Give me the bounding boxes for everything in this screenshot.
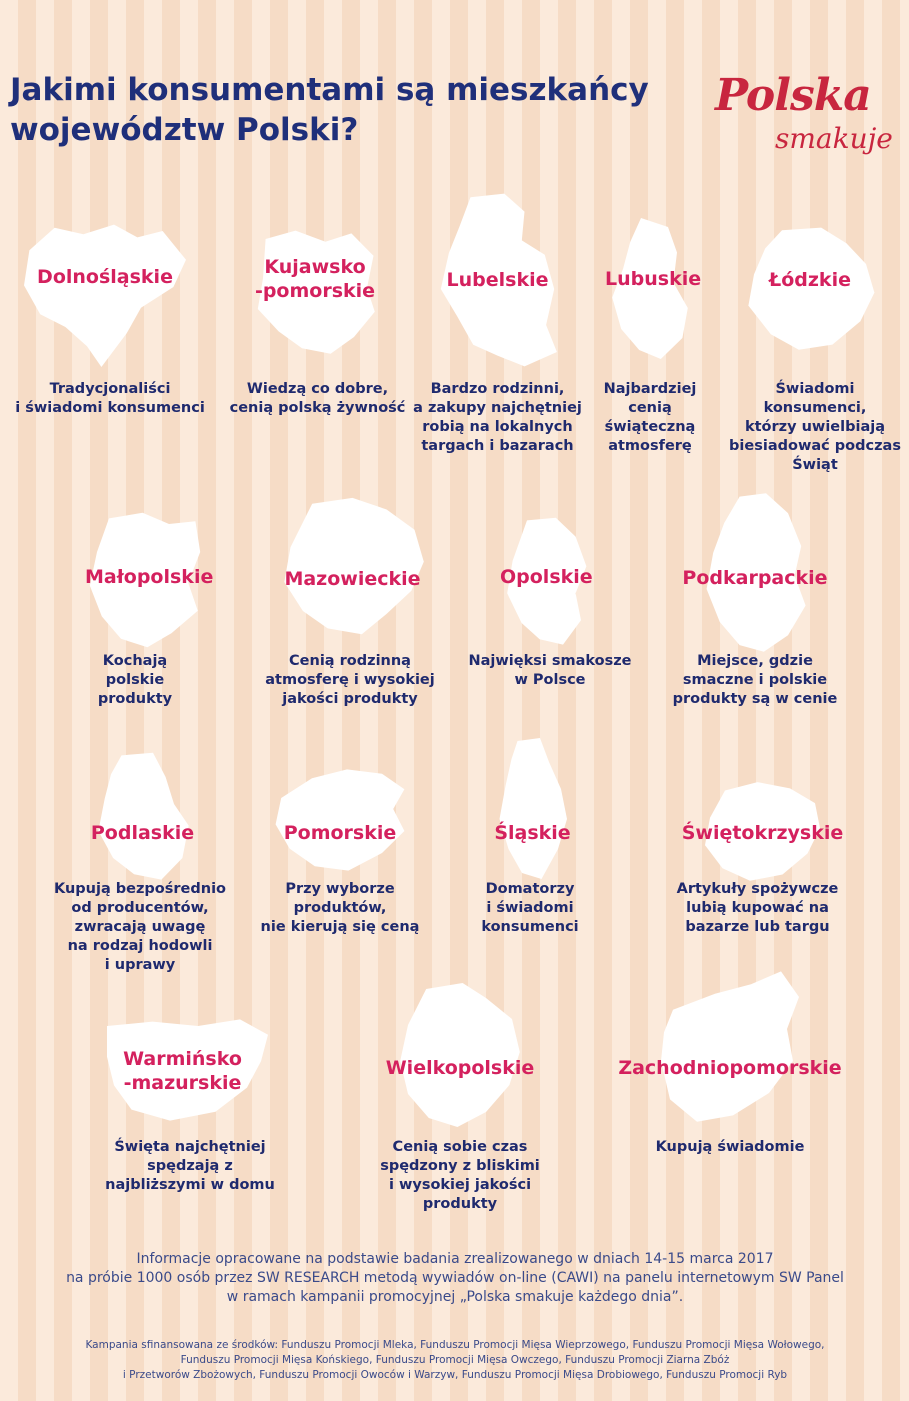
region-name: Śląskie (494, 822, 571, 844)
survey-info-text: Informacje opracowane na podstawie badania zrealizowanego w dniach 14-15 marca 2017 na próbie 1000 osób przez SW RESEARCH metodą wywiadów on-line (CAWI) na panelu internetowym SW Panel w ramach kampanii promocyjnej „Polska smakuje każdego dnia”. (66, 1251, 844, 1305)
region-description: Kupują bezpośrednio od producentów, zwracają uwagę na rodzaj hodowli i uprawy (53, 881, 227, 973)
region-slaskie (495, 735, 570, 885)
region-description: Przy wyborze produktów, nie kierują się ceną (260, 881, 420, 935)
region-podkarpackie (682, 490, 828, 655)
region-description: Domatorzy i świadomi konsumenci (481, 881, 579, 935)
region-zachodniopomorskie (618, 965, 842, 1125)
region-dolnoslaskie (15, 215, 195, 375)
region-wielkopolskie (385, 980, 535, 1130)
logo-sub-text: smakuje (775, 122, 893, 155)
region-description: Tradycjonaliści i świadomi konsumenci (15, 381, 205, 416)
region-description: Najbardziej cenią świąteczną atmosferę (603, 381, 697, 454)
region-name: Warmińsko -mazurskie (123, 1048, 242, 1094)
region-lubelskie (430, 190, 565, 370)
region-name: Lubelskie (446, 269, 549, 291)
title-line-1: Jakimi konsumentami są mieszkańcy (10, 72, 649, 108)
region-opolskie (500, 515, 593, 650)
region-description: Wiedzą co dobre, cenią polską żywność (229, 381, 406, 416)
region-name: Zachodniopomorskie (618, 1057, 842, 1079)
region-description: Bardzo rodzinni, a zakupy najchętniej robią na lokalnych targach i bazarach (413, 381, 582, 454)
region-pomorskie (270, 765, 410, 875)
region-description: Miejsce, gdzie smaczne i polskie produkty są w cenie (672, 653, 838, 707)
zachodniopomorskie-map-shape (655, 965, 805, 1125)
region-name: Małopolskie (85, 566, 214, 588)
pomorskie-map-shape (270, 765, 410, 875)
region-name: Wielkopolskie (385, 1057, 535, 1079)
page-title (10, 70, 710, 150)
funding-info-text: Kampania sfinansowana ze środków: Funduszu Promocji Mleka, Funduszu Promocji Mięsa Wieprzowego, Funduszu Promocji Mięsa Wołowego, Funduszu Promocji Mięsa Końskiego, Funduszu Promocji Mięsa Owczego, Funduszu Promocji Ziarna Zbóż i Przetworów Zbożowych, Funduszu Promocji Owoców i Warzyw, Funduszu Promocji Mięsa Drobiowego, Funduszu Promocji Ryb (85, 1339, 825, 1381)
region-name: Opolskie (500, 566, 593, 588)
region-name: Łódzkie (769, 269, 851, 291)
region-lodzkie (740, 225, 880, 355)
region-description: Cenią rodzinną atmosferę i wysokiej jakości produkty (265, 653, 435, 707)
region-description: Najwięksi smakosze w Polsce (468, 653, 632, 688)
podlaskie-map-shape (90, 750, 195, 885)
region-description: Cenią sobie czas spędzony z bliskimi i wysokiej jakości produkty (380, 1139, 540, 1212)
region-name: Dolnośląskie (37, 266, 173, 288)
region-swietokrzyskie (681, 780, 844, 885)
title-line-2: województw Polski? (10, 112, 359, 148)
region-description: Kochają polskie produkty (97, 653, 173, 707)
slaskie-map-shape (495, 735, 570, 885)
wielkopolskie-map-shape (395, 980, 525, 1130)
logo-main-text: Polska (715, 70, 871, 121)
region-name: Kujawsko -pomorskie (254, 256, 376, 302)
region-lubuskie (605, 215, 702, 365)
region-name: Pomorskie (283, 822, 397, 844)
region-warminsko-mazurskie (100, 1015, 275, 1125)
dolnoslaskie-map-shape (15, 215, 195, 375)
region-name: Podlaskie (90, 822, 195, 844)
region-description: Artykuły spożywcze lubią kupować na bazarze lub targu (676, 881, 839, 935)
region-malopolskie (85, 510, 214, 650)
region-name: Podkarpackie (682, 567, 828, 589)
region-name: Mazowieckie (284, 568, 421, 590)
region-description: Święta najchętniej spędzają z najbliższymi w domu (105, 1139, 275, 1193)
region-mazowieckie (275, 495, 430, 640)
region-name: Świętokrzyskie (681, 822, 844, 844)
region-description: Świadomi konsumenci, którzy uwielbiają biesiadować podczas Świąt (729, 381, 901, 473)
polska-smakuje-logo (715, 70, 900, 165)
region-podlaskie (90, 750, 195, 885)
region-kujawsko-pomorskie (250, 225, 380, 365)
region-name: Lubuskie (605, 268, 702, 290)
region-description: Kupują świadomie (655, 1139, 805, 1155)
